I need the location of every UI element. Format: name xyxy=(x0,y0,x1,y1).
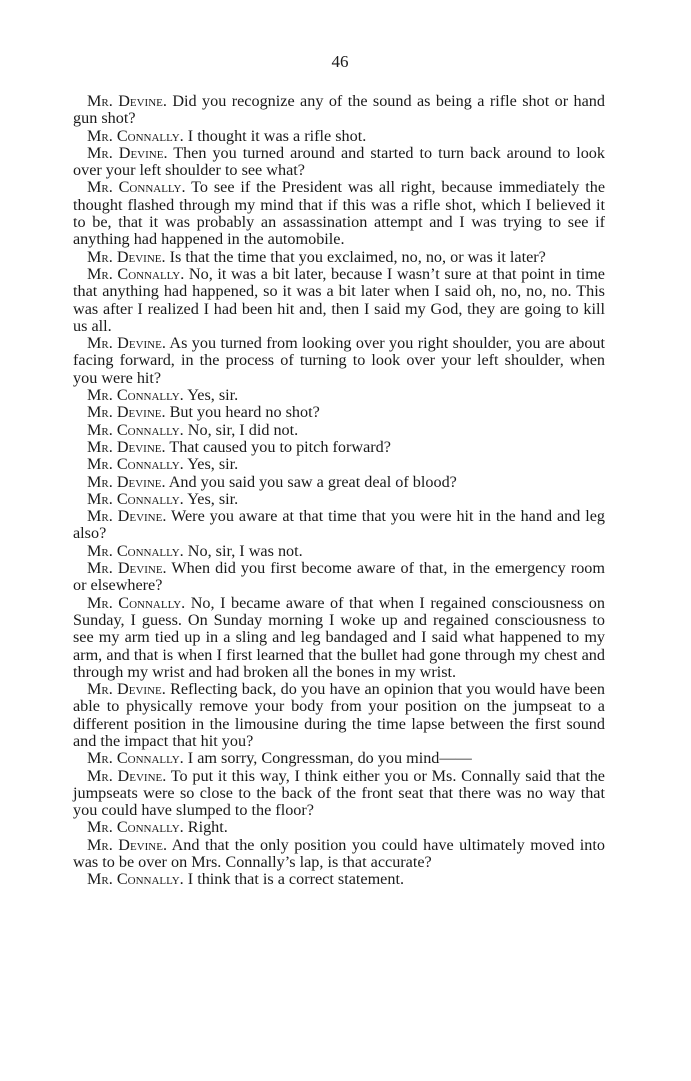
transcript-paragraph xyxy=(73,249,605,266)
speaker-name: Mr. Devine. xyxy=(87,766,167,785)
speaker-name: Mr. Devine. xyxy=(87,143,168,162)
transcript-paragraph xyxy=(73,508,605,543)
speaker-name: Mr. Connally. xyxy=(87,818,184,837)
statement-text: No, it was a bit later, because I wasn’t sure at that point in time that anything had happened, so it was a bit later when I said oh, no, no, no. This was after I realized I had been hit and, then I said my God, they are going to kill us all. xyxy=(73,264,605,335)
speaker-name: Mr. Connally. xyxy=(87,420,184,439)
transcript-paragraph xyxy=(73,543,605,560)
speaker-name: Mr. Devine. xyxy=(87,247,166,266)
statement-text: No, I became aware of that when I regained consciousness on Sunday, I guess. On Sunday morning I woke up and regained consciousness to see my arm tied up in a sling and leg bandaged and I said what happened to my arm, and that is when I first learned that the bullet had gone through my chest and through my wrist and had broken all the bones in my wrist. xyxy=(73,593,605,681)
transcript-paragraph xyxy=(73,837,605,872)
statement-text: I am sorry, Congressman, do you mind—— xyxy=(187,749,472,768)
statement-text: Yes, sir. xyxy=(187,489,239,508)
transcript-paragraph xyxy=(73,819,605,836)
transcript-paragraph xyxy=(73,145,605,180)
document-page xyxy=(73,52,605,889)
speaker-name: Mr. Devine. xyxy=(87,437,166,456)
statement-text: And that the only position you could have ultimately moved into was to be over on Mrs. Connally’s lap, is that accurate? xyxy=(73,835,605,872)
statement-text: Then you turned around and started to turn back around to look over your left shoulder to see what? xyxy=(73,143,605,180)
statement-text: But you heard no shot? xyxy=(169,403,320,422)
page-number: 46 xyxy=(331,52,349,71)
speaker-name: Mr. Devine. xyxy=(87,559,167,578)
transcript-paragraph xyxy=(73,560,605,595)
statement-text: Yes, sir. xyxy=(187,455,239,474)
statement-text: No, sir, I did not. xyxy=(187,420,299,439)
transcript-paragraph xyxy=(73,456,605,473)
speaker-name: Mr. Connally. xyxy=(87,541,184,560)
statement-text: I think that is a correct statement. xyxy=(187,870,404,889)
speaker-name: Mr. Connally. xyxy=(87,178,186,197)
statement-text: Is that the time that you exclaimed, no, no, or was it later? xyxy=(169,247,546,266)
statement-text: When did you first become aware of that, in the emergency room or elsewhere? xyxy=(73,559,605,595)
speaker-name: Mr. Devine. xyxy=(87,680,166,699)
speaker-name: Mr. Devine. xyxy=(87,403,166,422)
statement-text: Were you aware at that time that you were hit in the hand and leg also? xyxy=(73,507,605,543)
speaker-name: Mr. Connally. xyxy=(87,489,184,508)
transcript-paragraph xyxy=(73,387,605,404)
speaker-name: Mr. Connally. xyxy=(87,749,184,768)
statement-text: Reflecting back, do you have an opinion that you would have been able to physically remove your body from your position on the jumpseat to a different position in the limousine during the time lapse between the first sound and the impact that hit you? xyxy=(73,680,605,750)
transcript-paragraph xyxy=(73,404,605,421)
transcript-paragraph xyxy=(73,491,605,508)
transcript-paragraph xyxy=(73,335,605,387)
statement-text: Yes, sir. xyxy=(187,386,239,405)
transcript-paragraph xyxy=(73,871,605,888)
transcript-paragraph xyxy=(73,422,605,439)
statement-text: Did you recognize any of the sound as being a rifle shot or hand gun shot? xyxy=(73,92,605,128)
speaker-name: Mr. Connally. xyxy=(87,386,184,405)
statement-text: That caused you to pitch forward? xyxy=(169,437,391,456)
transcript-paragraph xyxy=(73,681,605,750)
transcript-paragraph xyxy=(73,750,605,767)
speaker-name: Mr. Devine. xyxy=(87,835,167,854)
transcript-paragraph xyxy=(73,595,605,681)
transcript-paragraph xyxy=(73,179,605,248)
statement-text: Right. xyxy=(187,818,228,837)
transcript-paragraph xyxy=(73,474,605,491)
speaker-name: Mr. Connally. xyxy=(87,593,186,612)
transcript-paragraph xyxy=(73,266,605,335)
speaker-name: Mr. Devine. xyxy=(87,472,166,491)
statement-text: No, sir, I was not. xyxy=(187,541,303,560)
speaker-name: Mr. Connally. xyxy=(87,455,184,474)
transcript-paragraph xyxy=(73,93,605,128)
speaker-name: Mr. Devine. xyxy=(87,507,167,526)
statement-text: As you turned from looking over you right shoulder, you are about facing forward, in the process of turning to look over your left shoulder, when you were hit? xyxy=(73,334,605,387)
statement-text: And you said you saw a great deal of blood? xyxy=(168,472,457,491)
transcript-paragraph xyxy=(73,768,605,820)
speaker-name: Mr. Connally. xyxy=(87,126,184,145)
transcript-paragraph xyxy=(73,128,605,145)
speaker-name: Mr. Connally. xyxy=(87,870,184,889)
speaker-name: Mr. Devine. xyxy=(87,92,167,110)
statement-text: I thought it was a rifle shot. xyxy=(187,126,367,145)
statement-text: To see if the President was all right, because immediately the thought flashed through my mind that if this was a rifle shot, which I believed it to be, that it was probably an assassination attempt and I was trying to see if anything had happened in the automobile. xyxy=(73,178,605,249)
transcript-paragraph xyxy=(73,439,605,456)
speaker-name: Mr. Devine. xyxy=(87,334,166,353)
speaker-name: Mr. Connally. xyxy=(87,264,185,283)
statement-text: To put it this way, I think either you or Ms. Connally said that the jumpseats were so close to the back of the front seat that there was no way that you could have slumped to the floor? xyxy=(73,766,605,820)
